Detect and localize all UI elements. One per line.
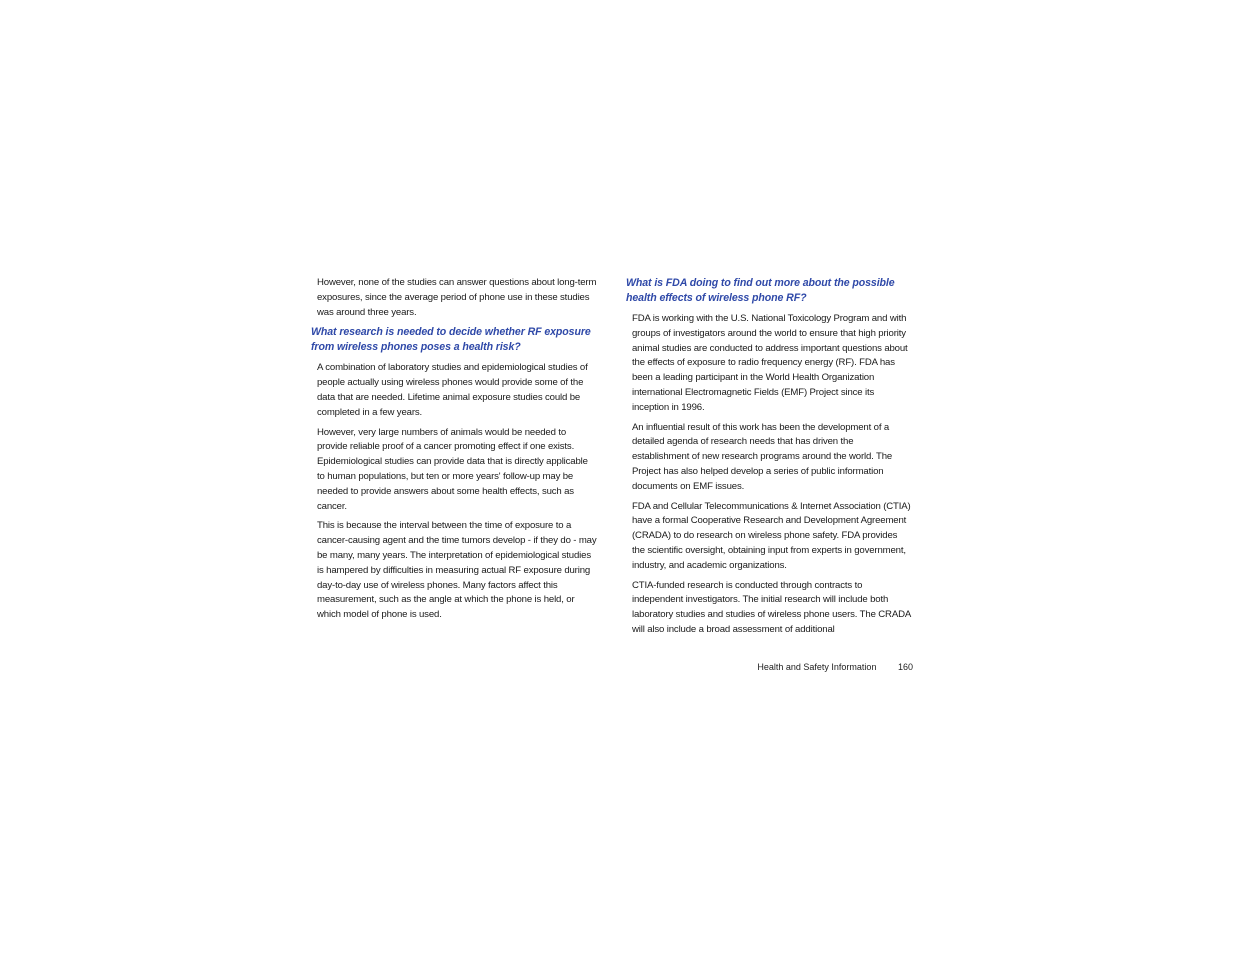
section-heading-research-needed: What research is needed to decide whether RF exposure from wireless phones poses a health risk? <box>311 326 591 354</box>
body-paragraph: FDA is working with the U.S. National Toxicology Program and with groups of investigators around the world to ensure that high priority animal studies are conducted to address important questions about the effects of exposure to radio frequency energy (RF). FDA has been a leading participant in the World Health Organization international Electromagnetic Fields (EMF) Project since its inception in 1996. <box>632 313 908 413</box>
body-paragraph: This is because the interval between the time of exposure to a cancer-causing agent and the time tumors develop - if they do - may be many, many years. The interpretation of epidemiological studies is hampered by difficulties in measuring actual RF exposure during day-to-day use of wireless phones. Many factors affect this measurement, such as the angle at which the phone is held, or which model of phone is used. <box>317 520 597 621</box>
body-paragraph: CTIA-funded research is conducted through contracts to independent investigators. The initial research will include both laboratory studies and studies of wireless phone users. The CRADA will also include a broad assessment of additional <box>632 579 911 635</box>
body-paragraph: A combination of laboratory studies and epidemiological studies of people actually using wireless phones would provide some of the data that are needed. Lifetime animal exposure studies could be completed in a few years. <box>317 362 588 418</box>
left-column <box>311 276 597 628</box>
body-paragraph: However, very large numbers of animals would be needed to provide reliable proof of a cancer promoting effect if one exists. Epidemiological studies can provide data that is directly applicable to human populations, but ten or more years' follow-up may be needed to provide answers about some health effects, such as cancer. <box>317 426 588 512</box>
page-number: 160 <box>897 662 913 672</box>
intro-paragraph: However, none of the studies can answer questions about long-term exposures, since the average period of phone use in these studies was around three years. <box>317 277 597 318</box>
page-footer <box>757 660 913 674</box>
right-column <box>626 276 912 643</box>
body-paragraph: An influential result of this work has been the development of a detailed agenda of research needs that has driven the establishment of new research programs around the world. The Project has also helped develop a series of public information documents on EMF issues. <box>632 421 893 492</box>
footer-section-title: Health and Safety Information <box>757 662 877 672</box>
body-paragraph: FDA and Cellular Telecommunications & Internet Association (CTIA) have a formal Cooperative Research and Development Agreement (CRADA) to do research on wireless phone safety. FDA provides the scientific oversight, obtaining input from experts in government, industry, and academic organizations. <box>632 500 911 571</box>
section-heading-fda-research: What is FDA doing to find out more about the possible health effects of wireless phone RF? <box>626 277 895 304</box>
